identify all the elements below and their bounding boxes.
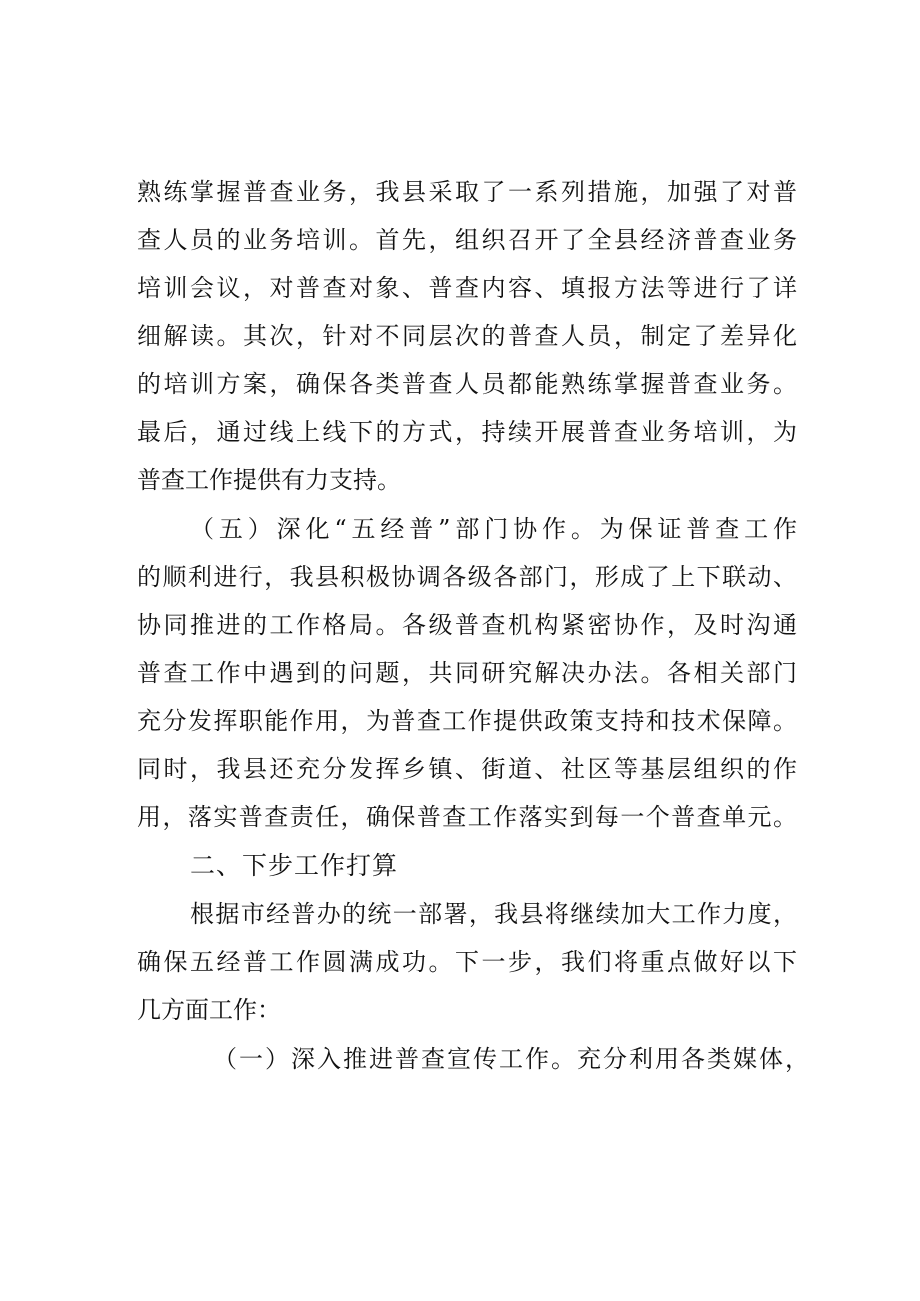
paragraph-line: 细解读。其次，针对不同层次的普查人员，制定了差异化: [137, 322, 797, 350]
paragraph-line: 协同推进的工作格局。各级普查机构紧密协作，及时沟通: [137, 611, 797, 639]
paragraph-line: 普查工作中遇到的问题，共同研究解决办法。各相关部门: [137, 659, 797, 687]
paragraph-line: 用，落实普查责任，确保普查工作落实到每一个普查单元。: [137, 803, 797, 831]
paragraph-line: 培训会议，对普查对象、普查内容、填报方法等进行了详: [137, 274, 797, 302]
paragraph-line: 最后，通过线上线下的方式，持续开展普查业务培训，为: [137, 418, 797, 446]
paragraph-line: （一）深入推进普查宣传工作。充分利用各类媒体，: [213, 1045, 809, 1073]
paragraph-line: 的顺利进行，我县积极协调各级各部门，形成了上下联动、: [137, 563, 797, 591]
paragraph-line: 查人员的业务培训。首先，组织召开了全县经济普查业务: [137, 226, 797, 254]
paragraph-line: 充分发挥职能作用，为普查工作提供政策支持和技术保障。: [137, 707, 797, 735]
paragraph-line: 同时，我县还充分发挥乡镇、街道、社区等基层组织的作: [137, 755, 797, 783]
paragraph-line: 熟练掌握普查业务，我县采取了一系列措施，加强了对普: [137, 178, 797, 206]
paragraph-line: 几方面工作：: [137, 996, 281, 1024]
paragraph-line: （五）深化“五经普”部门协作。为保证普查工作: [190, 515, 797, 543]
paragraph-line: 普查工作提供有力支持。: [137, 466, 401, 494]
paragraph-line: 确保五经普工作圆满成功。下一步，我们将重点做好以下: [137, 948, 797, 976]
paragraph-line: 的培训方案，确保各类普查人员都能熟练掌握普查业务。: [137, 370, 797, 398]
section-heading: 二、下步工作打算: [190, 851, 399, 880]
paragraph-line: 根据市经普办的统一部署，我县将继续加大工作力度，: [190, 900, 797, 928]
